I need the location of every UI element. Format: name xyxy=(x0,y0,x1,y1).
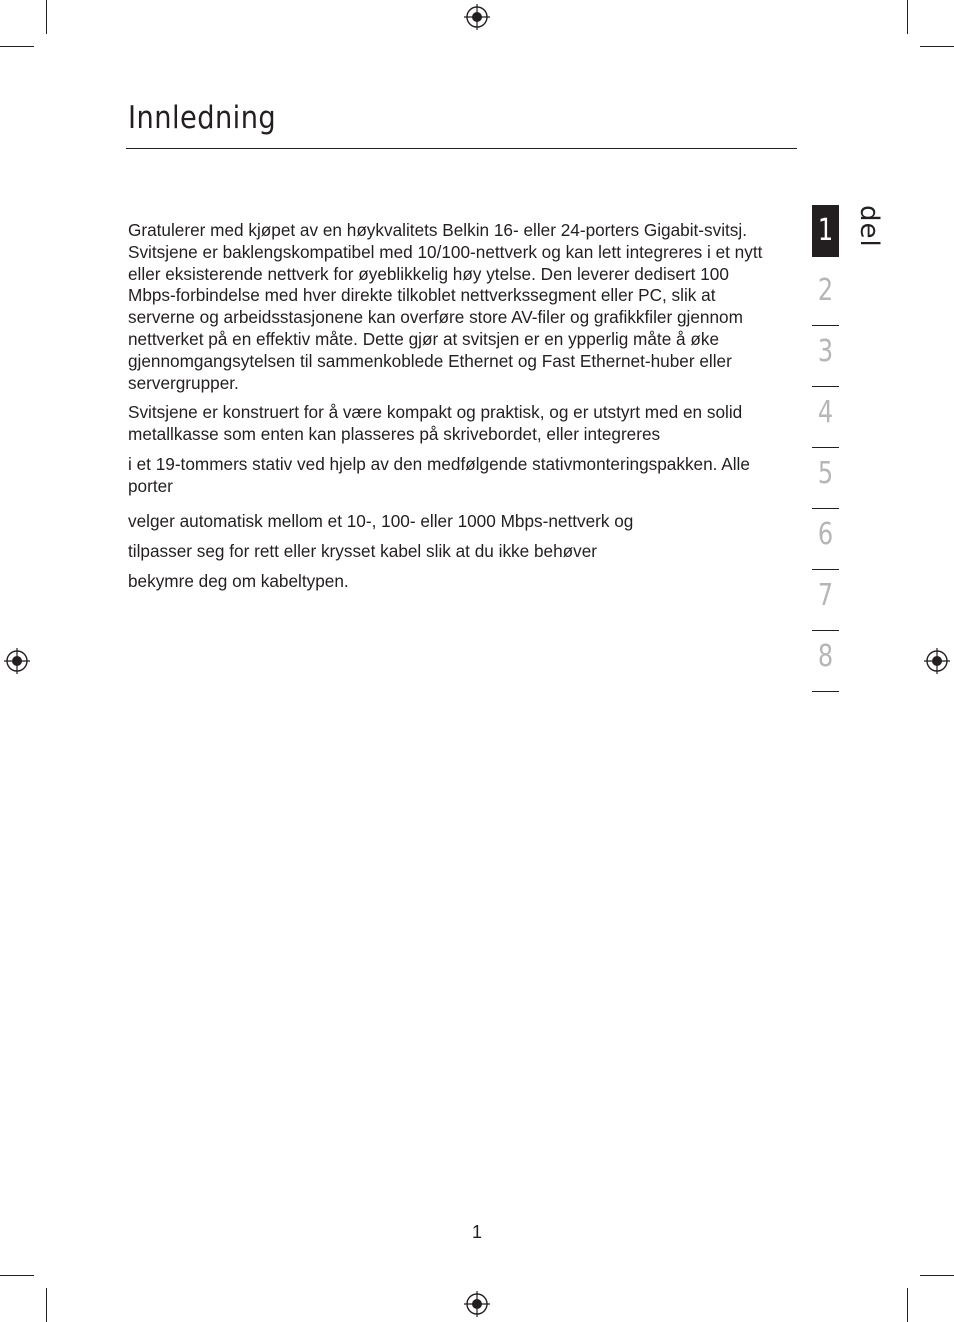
paragraph: bekymre deg om kabeltypen. xyxy=(128,570,349,591)
page-title: Innledning xyxy=(128,100,277,136)
section-tab-3[interactable]: 3 xyxy=(812,326,839,387)
paragraph: Gratulerer med kjøpet av en høykvalitets Belkin 16- eller 24-porters Gigabit-svitsj. Svitsjene er baklengskompatibel med 10/100-nettverk og kan lett integreres i et nytt eller eksisterende nettverk for øyeblikkelig høy ytelse. Den leverer dedisert 100 Mbps-forbindelse med hver direkte tilkoblet nettverkssegment eller PC, slik at serverne og arbeidsstasjonene kan overføre store AV-filer og grafikkfiler gjennom nettverket på en effektiv måte. Dette gjør at svitsjen er en ypperlig måte å øke gjennomgangsytelsen til sammenkoblede Ethernet og Fast Ethernet-huber eller servergrupper. xyxy=(128,220,763,393)
section-tab-6[interactable]: 6 xyxy=(812,509,839,570)
section-tab-2[interactable]: 2 xyxy=(812,265,839,326)
section-tab-7[interactable]: 7 xyxy=(812,570,839,631)
registration-mark-icon xyxy=(464,4,490,30)
section-tab-4[interactable]: 4 xyxy=(812,387,839,448)
registration-mark-icon xyxy=(924,648,950,674)
crop-mark xyxy=(920,46,954,47)
page-number: 1 xyxy=(471,1222,482,1242)
registration-mark-icon xyxy=(464,1291,490,1317)
section-label: del xyxy=(854,205,884,248)
paragraph: tilpasser seg for rett eller krysset kabel slik at du ikke behøver xyxy=(128,540,598,561)
registration-mark-icon xyxy=(4,648,30,674)
section-tab-5[interactable]: 5 xyxy=(812,448,839,509)
paragraph: velger automatisk mellom et 10-, 100- eller 1000 Mbps-nettverk og xyxy=(128,510,634,531)
section-index xyxy=(812,205,840,692)
paragraph: Svitsjene er konstruert for å være kompakt og praktisk, og er utstyrt med en solid metallkasse som enten kan plasseres på skrivebordet, eller integreres xyxy=(128,402,743,445)
section-tab-8[interactable]: 8 xyxy=(812,631,839,692)
crop-mark xyxy=(907,1288,908,1322)
section-tab-1[interactable]: 1 xyxy=(812,205,839,257)
crop-mark xyxy=(920,1275,954,1276)
crop-mark xyxy=(0,1275,34,1276)
crop-mark xyxy=(46,0,47,34)
paragraph: i et 19-tommers stativ ved hjelp av den medfølgende stativmonteringspakken. Alle porter xyxy=(128,453,750,496)
crop-mark xyxy=(907,0,908,34)
crop-mark xyxy=(46,1288,47,1322)
title-divider xyxy=(126,148,797,149)
body-text xyxy=(128,220,768,596)
crop-mark xyxy=(0,46,34,47)
